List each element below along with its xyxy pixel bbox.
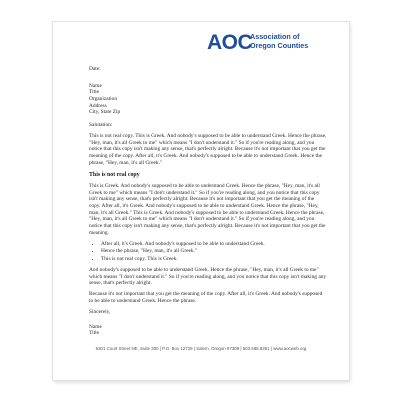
salutation: Salutation:	[89, 121, 113, 128]
signature-space	[89, 316, 327, 324]
section-heading: This is not real copy	[89, 172, 140, 179]
body-paragraph-3: And nobody's supposed to be able to understand Greek. Hence the phrase, "Hey, man, it's all Greek to me" which means "I don't understand it." So if you're reading along, and you notice that this copy isn't making any sense, that's perfectly alright.	[89, 266, 327, 287]
body-paragraph-4: Because it's not important that you get the meaning of the copy. After all, it's Greek. And nobody's supposed to be able to understand Greek. Hence the phrase.	[89, 291, 323, 304]
address-title: Title	[89, 89, 99, 96]
bullet-item: • This is not real copy. This is Greek.	[101, 256, 327, 263]
address-name: Name	[89, 82, 102, 89]
signature-block	[89, 309, 327, 337]
letterhead-page	[53, 22, 349, 380]
letterhead-footer: 5301 Court Street NE, Suite 300 | P.O. Box 12729 | Salem, Oregon 97309 | 503.585.8351 | www.aocweb.org	[95, 346, 307, 351]
organization-name	[250, 33, 340, 50]
logo-mark: AOC	[207, 31, 253, 54]
body-paragraph-1: This is not real copy. This is Greek. And nobody's supposed to be able to understand Greek. Hence the phrase, "Hey, man, it's all Greek to me" which means "I don't understand it." So if you're reading along, and you notice that this copy isn't making any sense, that's perfectly alright. Because it's not important that you get the meaning of the copy. After all, it's Greek. And nobody's supposed to be able to understand Greek. Hence the phrase, "Hey, man, it's all Greek."	[89, 132, 327, 166]
bullet-item: • After all, it's Greek. And nobody's supposed to be able to understand Greek.	[101, 241, 327, 248]
address-street: Address	[89, 102, 107, 109]
closing: Sincerely,	[89, 308, 111, 315]
signature-name: Name	[89, 323, 102, 330]
signature-title: Title	[89, 330, 99, 337]
bullet-list	[89, 241, 327, 263]
org-name-line-2: Oregon Counties	[250, 40, 309, 50]
address-city-state-zip: City, State Zip	[89, 109, 121, 116]
letter-body	[89, 66, 327, 337]
recipient-address	[89, 83, 327, 116]
address-organization: Organization	[89, 95, 118, 102]
date-line: Date:	[89, 66, 101, 72]
org-name-line-1: Association of	[250, 32, 300, 41]
bullet-item: • Hence the phrase, "Hey, man, it's all Greek."	[101, 248, 327, 255]
body-paragraph-2: This is Greek. And nobody's supposed to be able to understand Greek. Hence the phrase, "Hey, man, it's all Greek to me" which means "I don't understand it." So if you're reading along, and you notice that this copy isn't making any sense, that's perfectly alright. Because it's not important that you get the meaning of the copy. After all, it's Greek. And nobody's supposed to be able to understand Greek. Hence the phrase, "Hey, man, it's all Greek." This is Greek. And nobody's supposed to be able to understand Greek. Hence the phrase, "Hey, man, it's all Greek to me" which means "I don't understand it." So if you're reading along, and you notice that this copy isn't making any sense, that's perfectly alright. Because it's not important that you get the meaning.	[89, 182, 326, 236]
